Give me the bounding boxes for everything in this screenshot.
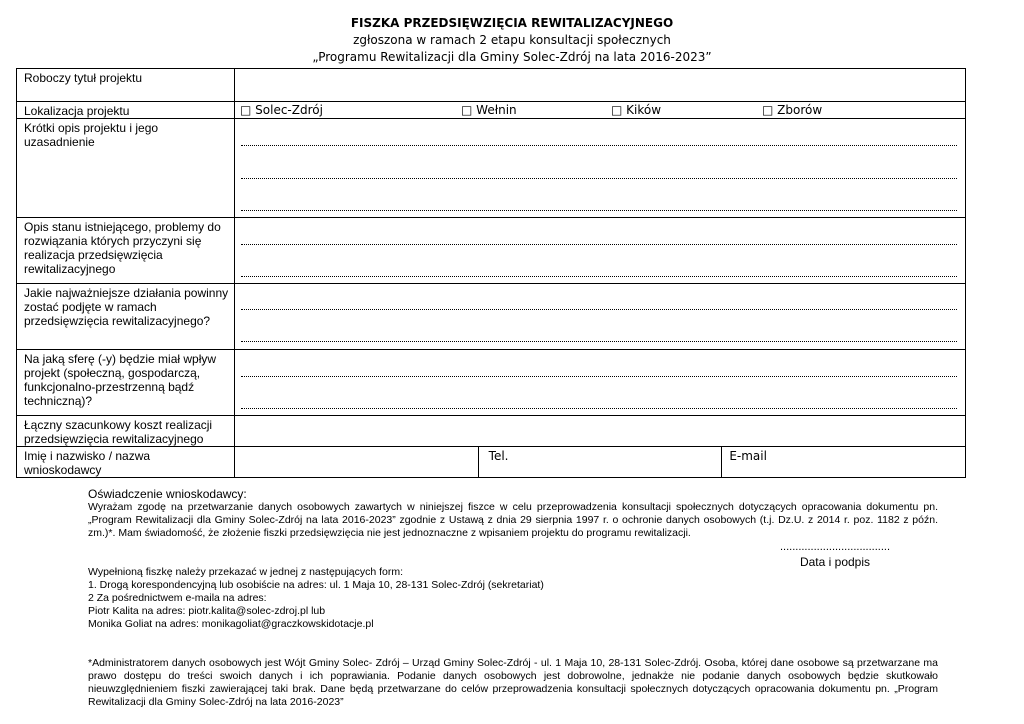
cost-field[interactable]: [235, 416, 966, 447]
impact-field[interactable]: [235, 350, 966, 416]
location-option-kikow[interactable]: □ Kików: [611, 103, 662, 117]
applicant-label: Imię i nazwisko / nazwa wnioskodawcy: [17, 447, 235, 478]
location-label: Lokalizacja projektu: [17, 102, 235, 119]
form-title: FISZKA PRZEDSIĘWZIĘCIA REWITALIZACYJNEGO: [350, 16, 674, 30]
declaration: [88, 487, 938, 540]
signature-block: [770, 541, 900, 569]
actions-label: Jakie najważniejsze działania powinny zostać podjęte w ramach przedsięwzięcia rewitalizacyjnego?: [17, 284, 235, 350]
location-option-solec-zdroj[interactable]: □ Solec-Zdrój: [240, 103, 323, 117]
contact-monika-goliat: Monika Goliat na adres: monikagoliat@graczkowskidotacje.pl: [88, 618, 374, 630]
impact-label: Na jaką sferę (-y) będzie miał wpływ projekt (społeczną, gospodarczą, funkcjonalno-przestrzenną bądź techniczną)?: [17, 350, 235, 416]
tel-field[interactable]: [478, 447, 722, 478]
email-field[interactable]: [722, 447, 966, 478]
data-protection-footnote: *Administratorem danych osobowych jest Wójt Gminy Solec- Zdrój – Urząd Gminy Solec-Zdrój - ul. 1 Maja 10, 28-131 Solec-Zdrój. Osoba, której dane osobowe są przetwarzane ma prawo dostępu do treści swoich danych i ich poprawiania. Podanie danych osobowych jest dobrowolne, jednakże nie podanie danych osobowych będzie skutkowało nieuwzględnieniem fiszki zawierającej taki brak. Dane będą przetwarzane do celów przeprowadzenia konsultacji społecznych dotyczących opracowania dokumentu pn. „Program Rewitalizacji dla Gminy Solec-Zdrój na lata 2016-2023”: [88, 657, 938, 708]
submission-option-1: 1. Drogą korespondencyjną lub osobiście na adres: ul. 1 Maja 10, 28-131 Solec-Zdrój (sekretariat): [88, 579, 544, 591]
current-state-label: Opis stanu istniejącego, problemy do rozwiązania których przyczyni się realizacja przedsięwzięcia rewitalizacyjnego: [17, 218, 235, 284]
submission-instructions: [88, 566, 938, 631]
submission-intro: Wypełnioną fiszkę należy przekazać w jednej z następujących form:: [88, 566, 404, 578]
location-option-welnin[interactable]: □ Wełnin: [461, 103, 517, 117]
description-field[interactable]: [235, 119, 966, 218]
declaration-text: Wyrażam zgodę na przetwarzanie danych osobowych zawartych w niniejszej fiszce w celu przeprowadzenia konsultacji społecznych dotyczących opracowania dokumentu pn. „Program Rewitalizacji dla Gminy Solec-Zdrój na lata 2016-2023” zgodnie z Ustawą z dnia 29 sierpnia 1997 r. o ochronie danych osobowych (t.j. Dz.U. z 2014 r. poz. 1182 z późn. zm.)*. Mam świadomość, że złożenie fiszki przedsięwzięcia nie jest jednoznaczne z wpisaniem projektu do programu rewitalizacji.: [88, 501, 938, 539]
working-title-field[interactable]: [235, 69, 966, 102]
email-label: E-mail: [729, 449, 767, 463]
form-subtitle: zgłoszona w ramach 2 etapu konsultacji społecznych: [353, 33, 671, 47]
signature-label: Data i podpis: [799, 555, 871, 569]
description-label: Krótki opis projektu i jego uzasadnienie: [17, 119, 235, 218]
submission-option-2: 2 Za pośrednictwem e-maila na adres:: [88, 592, 267, 604]
declaration-title: Oświadczenie wnioskodawcy:: [88, 487, 247, 501]
location-options: [235, 102, 966, 119]
cost-label: Łączny szacunkowy koszt realizacji przedsięwzięcia rewitalizacyjnego: [17, 416, 235, 447]
program-name: „Programu Rewitalizacji dla Gminy Solec-Zdrój na lata 2016-2023”: [312, 50, 712, 64]
location-option-zborow[interactable]: □ Zborów: [762, 103, 823, 117]
signature-line: ....................................: [779, 541, 891, 553]
contact-piotr-kalita: Piotr Kalita na adres: piotr.kalita@solec-zdroj.pl lub: [88, 605, 326, 617]
actions-field[interactable]: [235, 284, 966, 350]
project-form-table: [16, 68, 966, 478]
tel-label: Tel.: [488, 449, 509, 463]
current-state-field[interactable]: [235, 218, 966, 284]
working-title-label: Roboczy tytuł projektu: [17, 69, 235, 102]
applicant-name-field[interactable]: [235, 447, 479, 478]
